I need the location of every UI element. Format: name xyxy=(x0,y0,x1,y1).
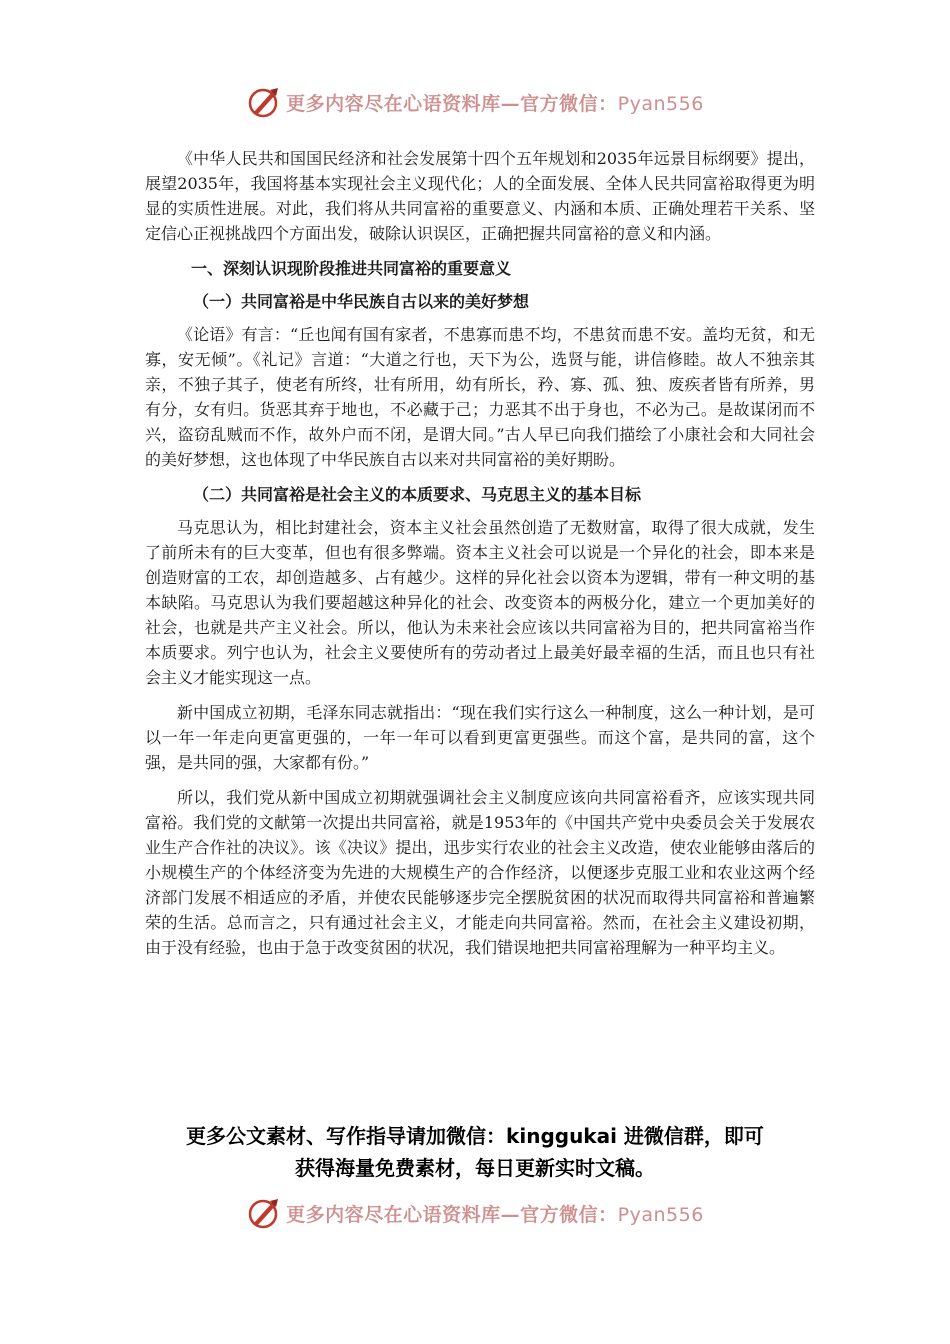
paragraph-party: 所以，我们党从新中国成立初期就强调社会主义制度应该向共同富裕看齐，应该实现共同富裕。我们党的文献第一次提出共同富裕，就是1953年的《中国共产党中央委员会关于发展农业生产合作社的决议》。该《决议》提出，迅步实行农业的社会主义改造，使农业能够由落后的小规模生产的个体经济变为先进的大规模生产的合作经济，以便逐步克服工业和农业这两个经济部门发展不相适应的矛盾，并使农民能够逐步完全摆脱贫困的状况而取得共同富裕和普遍繁荣的生活。总而言之，只有通过社会主义，才能走向共同富裕。然而，在社会主义建设初期，由于没有经验，也由于急于改变贫困的状况，我们错误地把共同富裕理解为一种平均主义。 xyxy=(145,788,815,957)
promo-line-1: 更多公文素材、写作指导请加微信：kinggukai 进微信群，即可 xyxy=(186,1124,764,1148)
footer-watermark-banner xyxy=(0,1193,950,1233)
subsection-heading-1: （一）共同富裕是中华民族自古以来的美好梦想 xyxy=(193,292,530,311)
paragraph-marx: 马克思认为，相比封建社会，资本主义社会虽然创造了无数财富，取得了很大成就，发生了前所未有的巨大变革，但也有很多弊端。资本主义社会可以说是一个异化的社会，即本来是创造财富的工农，却创造越多、占有越少。这样的异化社会以资本为逻辑，带有一种文明的基本缺陷。马克思认为我们要超越这种异化的社会、改变资本的两极分化，建立一个更加美好的社会，也就是共产主义社会。所以，他认为未来社会应该以共同富裕为目的，把共同富裕当作本质要求。列宁也认为，社会主义要使所有的劳动者过上最美好最幸福的生活，而且也只有社会主义才能实现这一点。 xyxy=(145,518,815,687)
promo-line-2: 获得海量免费素材，每日更新实时文稿。 xyxy=(295,1156,655,1180)
pen-logo-icon xyxy=(246,1195,282,1231)
paragraph-lunyu: 《论语》有言：“丘也闻有国有家者，不患寡而患不均，不患贫而患不安。盖均无贫，和无寡，安无倾”。《礼记》言道：“大道之行也，天下为公，选贤与能，讲信修睦。故人不独亲其亲，不独子其子，使老有所终，壮有所用，幼有所长，矜、寡、孤、独、废疾者皆有所养，男有分，女有归。货恶其弃于地也，不必藏于己；力恶其不出于身也，不必为己。是故谋闭而不兴，盗窃乱贼而不作，故外户而不闭，是谓大同。”古人早已向我们描绘了小康社会和大同社会的美好梦想，这也体现了中华民族自古以来对共同富裕的美好期盼。 xyxy=(145,325,815,469)
header-watermark-banner xyxy=(0,82,950,122)
subsection-heading-2: （二）共同富裕是社会主义的本质要求、马克思主义的基本目标 xyxy=(193,485,642,504)
banner-text: 更多内容尽在心语资料库—官方微信：Pyan556 xyxy=(286,92,704,115)
intro-paragraph: 《中华人民共和国国民经济和社会发展第十四个五年规划和2035年远景目标纲要》提出，展望2035年，我国将基本实现社会主义现代化；人的全面发展、全体人民共同富裕取得更为明显的实质性进展。对此，我们将从共同富裕的重要意义、内涵和本质、正确处理若干关系、坚定信心正视挑战四个方面出发，破除认识误区，正确把握共同富裕的意义和内涵。 xyxy=(145,149,815,243)
banner-text: 更多内容尽在心语资料库—官方微信：Pyan556 xyxy=(286,1203,704,1226)
pen-logo-icon xyxy=(246,84,282,120)
promo-notice xyxy=(100,1120,850,1184)
document-body xyxy=(145,146,815,970)
paragraph-mao: 新中国成立初期，毛泽东同志就指出：“现在我们实行这么一种制度，这么一种计划，是可以一年一年走向更富更强的，一年一年可以看到更富更强些。而这个富，是共同的富，这个强，是共同的强，大家都有份。” xyxy=(145,703,815,772)
section-heading: 一、深刻认识现阶段推进共同富裕的重要意义 xyxy=(191,259,512,278)
